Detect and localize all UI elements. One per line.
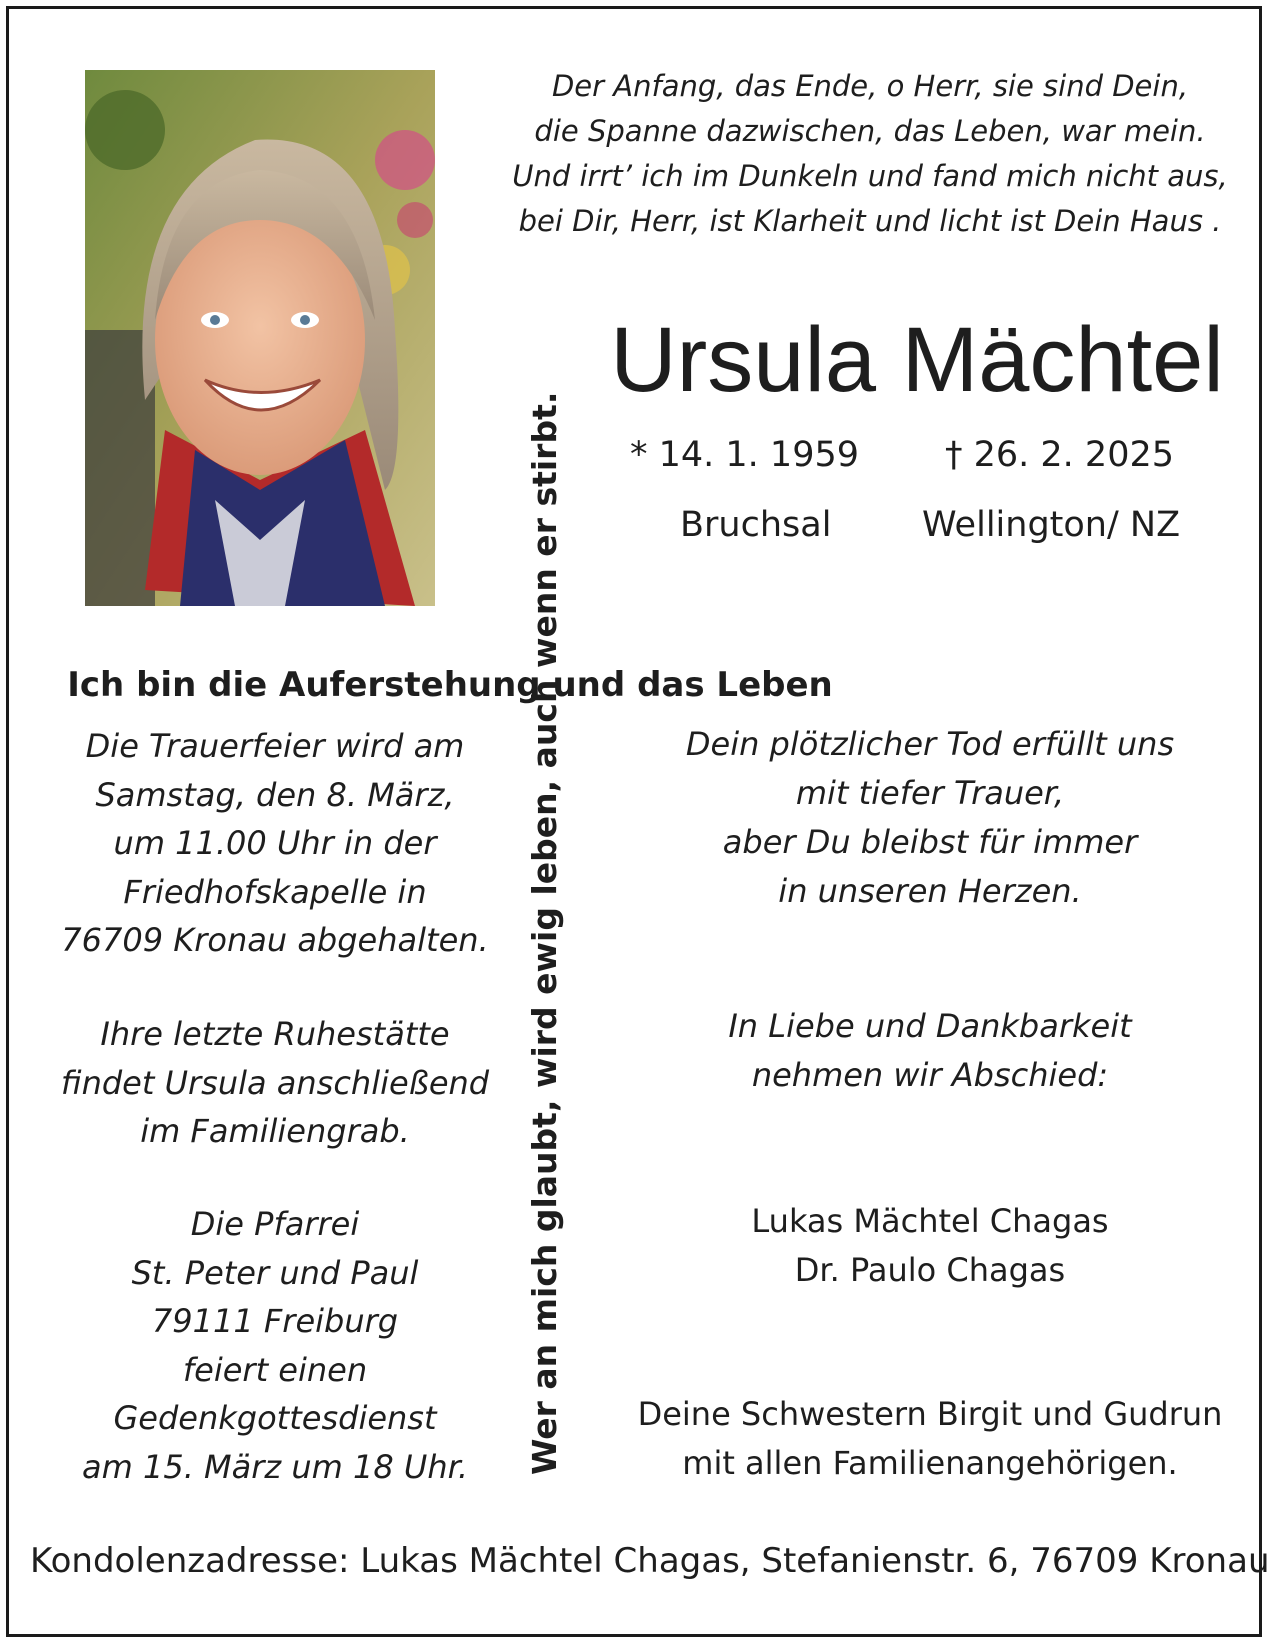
memorial-info [30, 1200, 520, 1491]
portrait-photo [85, 70, 435, 606]
funeral-line: Friedhofskapelle in [123, 872, 427, 911]
memorial-line: am 15. März um 18 Uhr. [82, 1447, 468, 1486]
farewell-line: In Liebe und Dankbarkeit [728, 1007, 1132, 1045]
poem-line: Und irrt’ ich im Dunkeln und fand mich nicht aus, [512, 159, 1228, 193]
vertical-verse-text: Wer an mich glaubt, wird ewig leben, auch wenn er stirbt. [525, 391, 564, 1475]
funeral-line: Samstag, den 8. März, [95, 775, 455, 814]
relatives-line: mit allen Familienangehörigen. [682, 1444, 1178, 1482]
poem-line: Der Anfang, das Ende, o Herr, sie sind Dein, [551, 69, 1189, 103]
memorial-line: St. Peter und Paul [131, 1253, 419, 1292]
death-place: Wellington/ NZ [922, 505, 1181, 545]
motto-heading: Ich bin die Auferstehung und das Leben [67, 665, 833, 705]
farewell-line: nehmen wir Abschied: [751, 1056, 1109, 1094]
birth-date: * 14. 1. 1959 [630, 435, 860, 475]
memorial-line: 79111 Freiburg [151, 1302, 399, 1340]
relatives-line: Deine Schwestern Birgit und Gudrun [637, 1395, 1223, 1433]
message-line: aber Du bleibst für immer [722, 823, 1138, 861]
deceased-name: Ursula Mächtel [610, 309, 1224, 411]
memorial-line: feiert einen [182, 1350, 368, 1389]
funeral-info [30, 722, 520, 965]
family-name: Dr. Paulo Chagas [794, 1251, 1066, 1289]
funeral-line: Die Trauerfeier wird am [85, 727, 465, 765]
farewell-text [600, 1002, 1260, 1100]
poem-line: bei Dir, Herr, ist Klarheit und licht ist Dein Haus . [518, 204, 1222, 238]
relatives-text [600, 1390, 1260, 1488]
condolence-address: Kondolenzadresse: Lukas Mächtel Chagas, Stefanienstr. 6, 76709 Kronau [30, 1541, 1270, 1581]
death-date: † 26. 2. 2025 [945, 435, 1175, 475]
birth-place: Bruchsal [680, 505, 832, 545]
burial-line: findet Ursula anschließend [60, 1063, 490, 1102]
message-line: Dein plötzlicher Tod erfüllt uns [685, 725, 1175, 763]
memorial-line: Gedenkgottesdienst [113, 1399, 437, 1437]
vertical-verse [520, 255, 570, 1475]
message-line: mit tiefer Trauer, [795, 774, 1065, 812]
message-line: in unseren Herzen. [778, 872, 1082, 910]
condolence-message [600, 720, 1260, 916]
memorial-line: Die Pfarrei [190, 1205, 360, 1243]
burial-line: im Familiengrab. [140, 1112, 410, 1150]
burial-info [30, 1010, 520, 1156]
family-name: Lukas Mächtel Chagas [751, 1202, 1109, 1240]
funeral-line: um 11.00 Uhr in der [113, 824, 437, 862]
poem [480, 64, 1260, 244]
family-names [600, 1197, 1260, 1295]
burial-line: Ihre letzte Ruhestätte [100, 1015, 450, 1053]
funeral-line: 76709 Kronau abgehalten. [61, 921, 489, 959]
poem-line: die Spanne dazwischen, das Leben, war mein. [534, 114, 1206, 148]
